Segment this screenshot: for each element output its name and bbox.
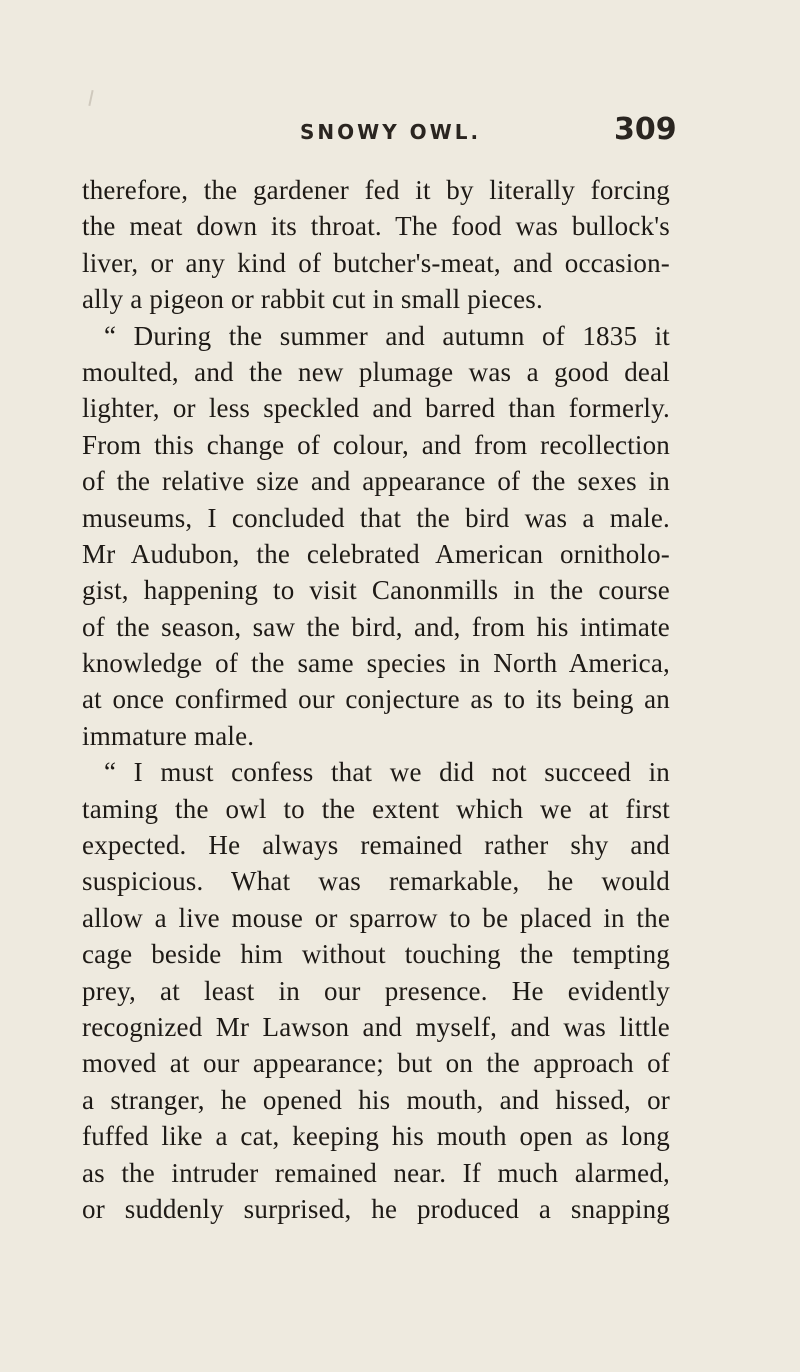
text-line: or suddenly surprised, he produced a snapping bbox=[82, 1193, 670, 1224]
text-line: of the relative size and appearance of the sexes in bbox=[82, 466, 670, 497]
text-line: Mr Audubon, the celebrated American ornitholo- bbox=[82, 538, 670, 569]
text-line: prey, at least in our presence. He evidently bbox=[82, 975, 670, 1006]
text-line: recognized Mr Lawson and myself, and was little bbox=[82, 1011, 670, 1042]
text-line: museums, I concluded that the bird was a male. bbox=[82, 502, 670, 533]
text-line: knowledge of the same species in North America, bbox=[82, 648, 670, 679]
text-line: immature male. bbox=[82, 720, 255, 751]
text-line: “ I must confess that we did not succeed in bbox=[104, 757, 670, 788]
text-line: gist, happening to visit Canonmills in the course bbox=[82, 575, 670, 606]
text-line: lighter, or less speckled and barred than formerly. bbox=[82, 393, 670, 424]
text-line: cage beside him without touching the tempting bbox=[82, 939, 670, 970]
text-line: suspicious. What was remarkable, he would bbox=[82, 866, 670, 897]
text-line: of the season, saw the bird, and, from his intimate bbox=[82, 611, 670, 642]
text-line: the meat down its throat. The food was bullock's bbox=[82, 211, 670, 242]
text-line: allow a live mouse or sparrow to be placed in the bbox=[82, 902, 670, 933]
text-line: as the intruder remained near. If much alarmed, bbox=[82, 1157, 670, 1188]
text-line: liver, or any kind of butcher's-meat, and occasion- bbox=[82, 247, 670, 278]
page-blemish bbox=[88, 90, 93, 106]
text-line: taming the owl to the extent which we at first bbox=[82, 793, 670, 824]
text-line: “ During the summer and autumn of 1835 it bbox=[104, 320, 670, 351]
text-line: a stranger, he opened his mouth, and hissed, or bbox=[82, 1084, 670, 1115]
body-text bbox=[82, 172, 670, 1227]
page-number: 309 bbox=[614, 112, 677, 147]
text-line: fuffed like a cat, keeping his mouth open as long bbox=[82, 1121, 670, 1152]
text-line: expected. He always remained rather shy and bbox=[82, 830, 670, 861]
text-line: moved at our appearance; but on the approach of bbox=[82, 1048, 670, 1079]
text-line: moulted, and the new plumage was a good deal bbox=[82, 356, 670, 387]
text-line: From this change of colour, and from recollection bbox=[82, 429, 670, 460]
running-title: SNOWY OWL. bbox=[300, 120, 482, 144]
text-line: therefore, the gardener fed it by literally forcing bbox=[82, 175, 670, 205]
text-line: at once confirmed our conjecture as to its being an bbox=[82, 684, 670, 715]
text-line: ally a pigeon or rabbit cut in small pieces. bbox=[82, 284, 543, 315]
